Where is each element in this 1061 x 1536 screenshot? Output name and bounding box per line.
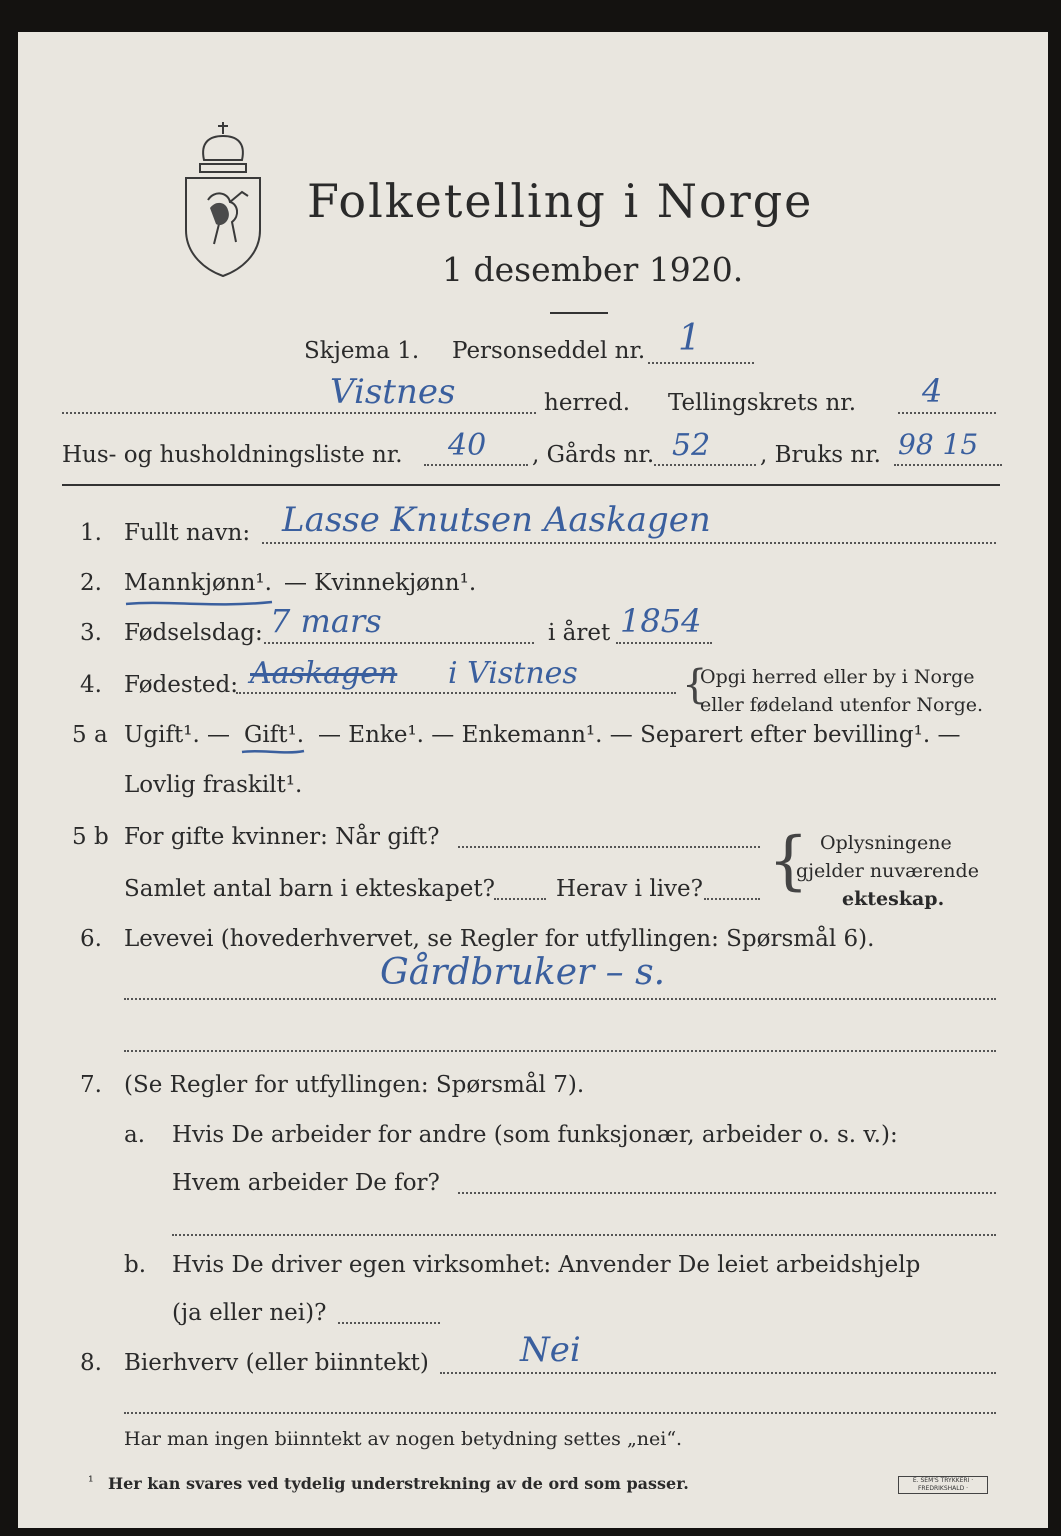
- q4-struck-place: Aaskagen: [250, 656, 398, 691]
- hus-line: [424, 464, 528, 466]
- q1-line: [262, 542, 996, 544]
- q8-note: Har man ingen biinntekt av nogen betydning settes „nei“.: [124, 1428, 683, 1450]
- herred-value[interactable]: Vistnes: [330, 372, 456, 412]
- q5a-married-option[interactable]: Gift¹.: [244, 722, 305, 748]
- q7a-letter: a.: [124, 1122, 146, 1148]
- q6-line1: [124, 998, 996, 1000]
- q5a-other-options[interactable]: — Enke¹. — Enkemann¹. — Separert efter bevilling¹. —: [318, 722, 961, 748]
- personseddel-line: [648, 362, 754, 364]
- q8-line1: [440, 1372, 996, 1374]
- bruks-value[interactable]: 98 15: [898, 428, 979, 461]
- q7b-line1: Hvis De driver egen virksomhet: Anvender De leiet arbeidshjelp: [172, 1252, 921, 1278]
- bruks-label: , Bruks nr.: [760, 442, 881, 468]
- q3-birth-year[interactable]: 1854: [620, 602, 702, 640]
- q7-label: (Se Regler for utfyllingen: Spørsmål 7).: [124, 1072, 585, 1098]
- herred-label: herred.: [544, 390, 631, 416]
- title-divider: [550, 312, 608, 314]
- printer-stamp: E. SEM'S TRYKKERI · FREDRIKSHALD ·: [898, 1476, 988, 1494]
- q3-birthday[interactable]: 7 mars: [270, 602, 382, 640]
- herred-line: [62, 412, 536, 414]
- gards-label: , Gårds nr.: [532, 442, 655, 468]
- q5b-married-when-line: [458, 846, 760, 848]
- q3-number: 3.: [80, 620, 102, 646]
- footnote-text: Her kan svares ved tydelig understrekning av de ord som passer.: [108, 1474, 689, 1493]
- q6-label: Levevei (hovederhvervet, se Regler for utfyllingen: Spørsmål 6).: [124, 926, 875, 952]
- q5b-alive-label: Herav i live?: [556, 876, 703, 902]
- q7a-employer-line[interactable]: [458, 1192, 996, 1194]
- q4-bracket: {: [682, 662, 708, 708]
- q1-label: Fullt navn:: [124, 520, 251, 546]
- q5b-line1: For gifte kvinner: Når gift?: [124, 824, 440, 850]
- gards-line: [654, 464, 756, 466]
- q5a-unmarried-option[interactable]: Ugift¹. —: [124, 722, 231, 748]
- q3-line: [264, 642, 534, 644]
- q5b-children-line: [494, 898, 546, 900]
- gards-value[interactable]: 52: [672, 428, 711, 463]
- personseddel-value[interactable]: 1: [678, 318, 701, 359]
- q4-note-line2: eller fødeland utenfor Norge.: [700, 694, 984, 716]
- page-title: Folketelling i Norge: [307, 174, 814, 228]
- q4-line: [236, 692, 676, 694]
- q2-female-option[interactable]: — Kvinnekjønn¹.: [284, 570, 477, 596]
- q5b-number: 5 b: [72, 824, 109, 850]
- q5b-alive-line: [704, 898, 760, 900]
- skjema-label: Skjema 1.: [304, 338, 420, 364]
- q5b-note-line2: gjelder nuværende: [796, 860, 979, 882]
- q5a-divorced-option[interactable]: Lovlig fraskilt¹.: [124, 772, 303, 798]
- q5a-married-underline: [240, 746, 306, 758]
- hus-label: Hus- og husholdningsliste nr.: [62, 442, 403, 468]
- q3-year-line: [616, 642, 712, 644]
- hus-value[interactable]: 40: [448, 428, 487, 463]
- q6-occupation[interactable]: Gårdbruker – s.: [380, 952, 666, 993]
- q8-side-income[interactable]: Nei: [520, 1330, 581, 1370]
- header-rule: [62, 484, 1000, 486]
- q7a-line2: Hvem arbeider De for?: [172, 1170, 440, 1196]
- q2-male-option[interactable]: Mannkjønn¹.: [124, 570, 272, 596]
- census-date: 1 desember 1920.: [442, 250, 744, 289]
- q2-male-underline: [124, 596, 274, 610]
- q7-number: 7.: [80, 1072, 102, 1098]
- q4-number: 4.: [80, 672, 102, 698]
- q5b-bracket: {: [768, 824, 809, 898]
- q3-label: Fødselsdag:: [124, 620, 263, 646]
- q2-number: 2.: [80, 570, 102, 596]
- q8-line2: [124, 1412, 996, 1414]
- q5b-note-line1: Oplysningene: [820, 832, 952, 854]
- q5a-number: 5 a: [72, 722, 108, 748]
- q7b-line2: (ja eller nei)?: [172, 1300, 327, 1326]
- q7b-answer-line[interactable]: [338, 1322, 440, 1324]
- q7a-line1: Hvis De arbeider for andre (som funksjonær, arbeider o. s. v.):: [172, 1122, 898, 1148]
- footnote-mark: ¹: [88, 1474, 94, 1490]
- tellingskrets-line: [898, 412, 996, 414]
- q1-full-name[interactable]: Lasse Knutsen Aaskagen: [282, 500, 711, 540]
- q7a-employer-line2[interactable]: [172, 1234, 996, 1236]
- q4-label: Fødested:: [124, 672, 239, 698]
- q1-number: 1.: [80, 520, 102, 546]
- personseddel-label: Personseddel nr.: [452, 338, 646, 364]
- q4-birthplace[interactable]: i Vistnes: [448, 656, 578, 691]
- q3-year-label: i året: [548, 620, 611, 646]
- norway-coat-of-arms-icon: [180, 120, 266, 280]
- tellingskrets-value[interactable]: 4: [922, 372, 943, 410]
- tellingskrets-label: Tellingskrets nr.: [668, 390, 857, 416]
- q8-label: Bierhverv (eller biinntekt): [124, 1350, 429, 1376]
- bruks-line: [894, 464, 1002, 466]
- q5b-note-line3: ekteskap.: [842, 888, 945, 910]
- q5b-children-label: Samlet antal barn i ekteskapet?: [124, 876, 495, 902]
- q4-note-line1: Opgi herred eller by i Norge: [700, 666, 975, 688]
- q7b-letter: b.: [124, 1252, 147, 1278]
- q8-number: 8.: [80, 1350, 102, 1376]
- q6-number: 6.: [80, 926, 102, 952]
- q6-line2: [124, 1050, 996, 1052]
